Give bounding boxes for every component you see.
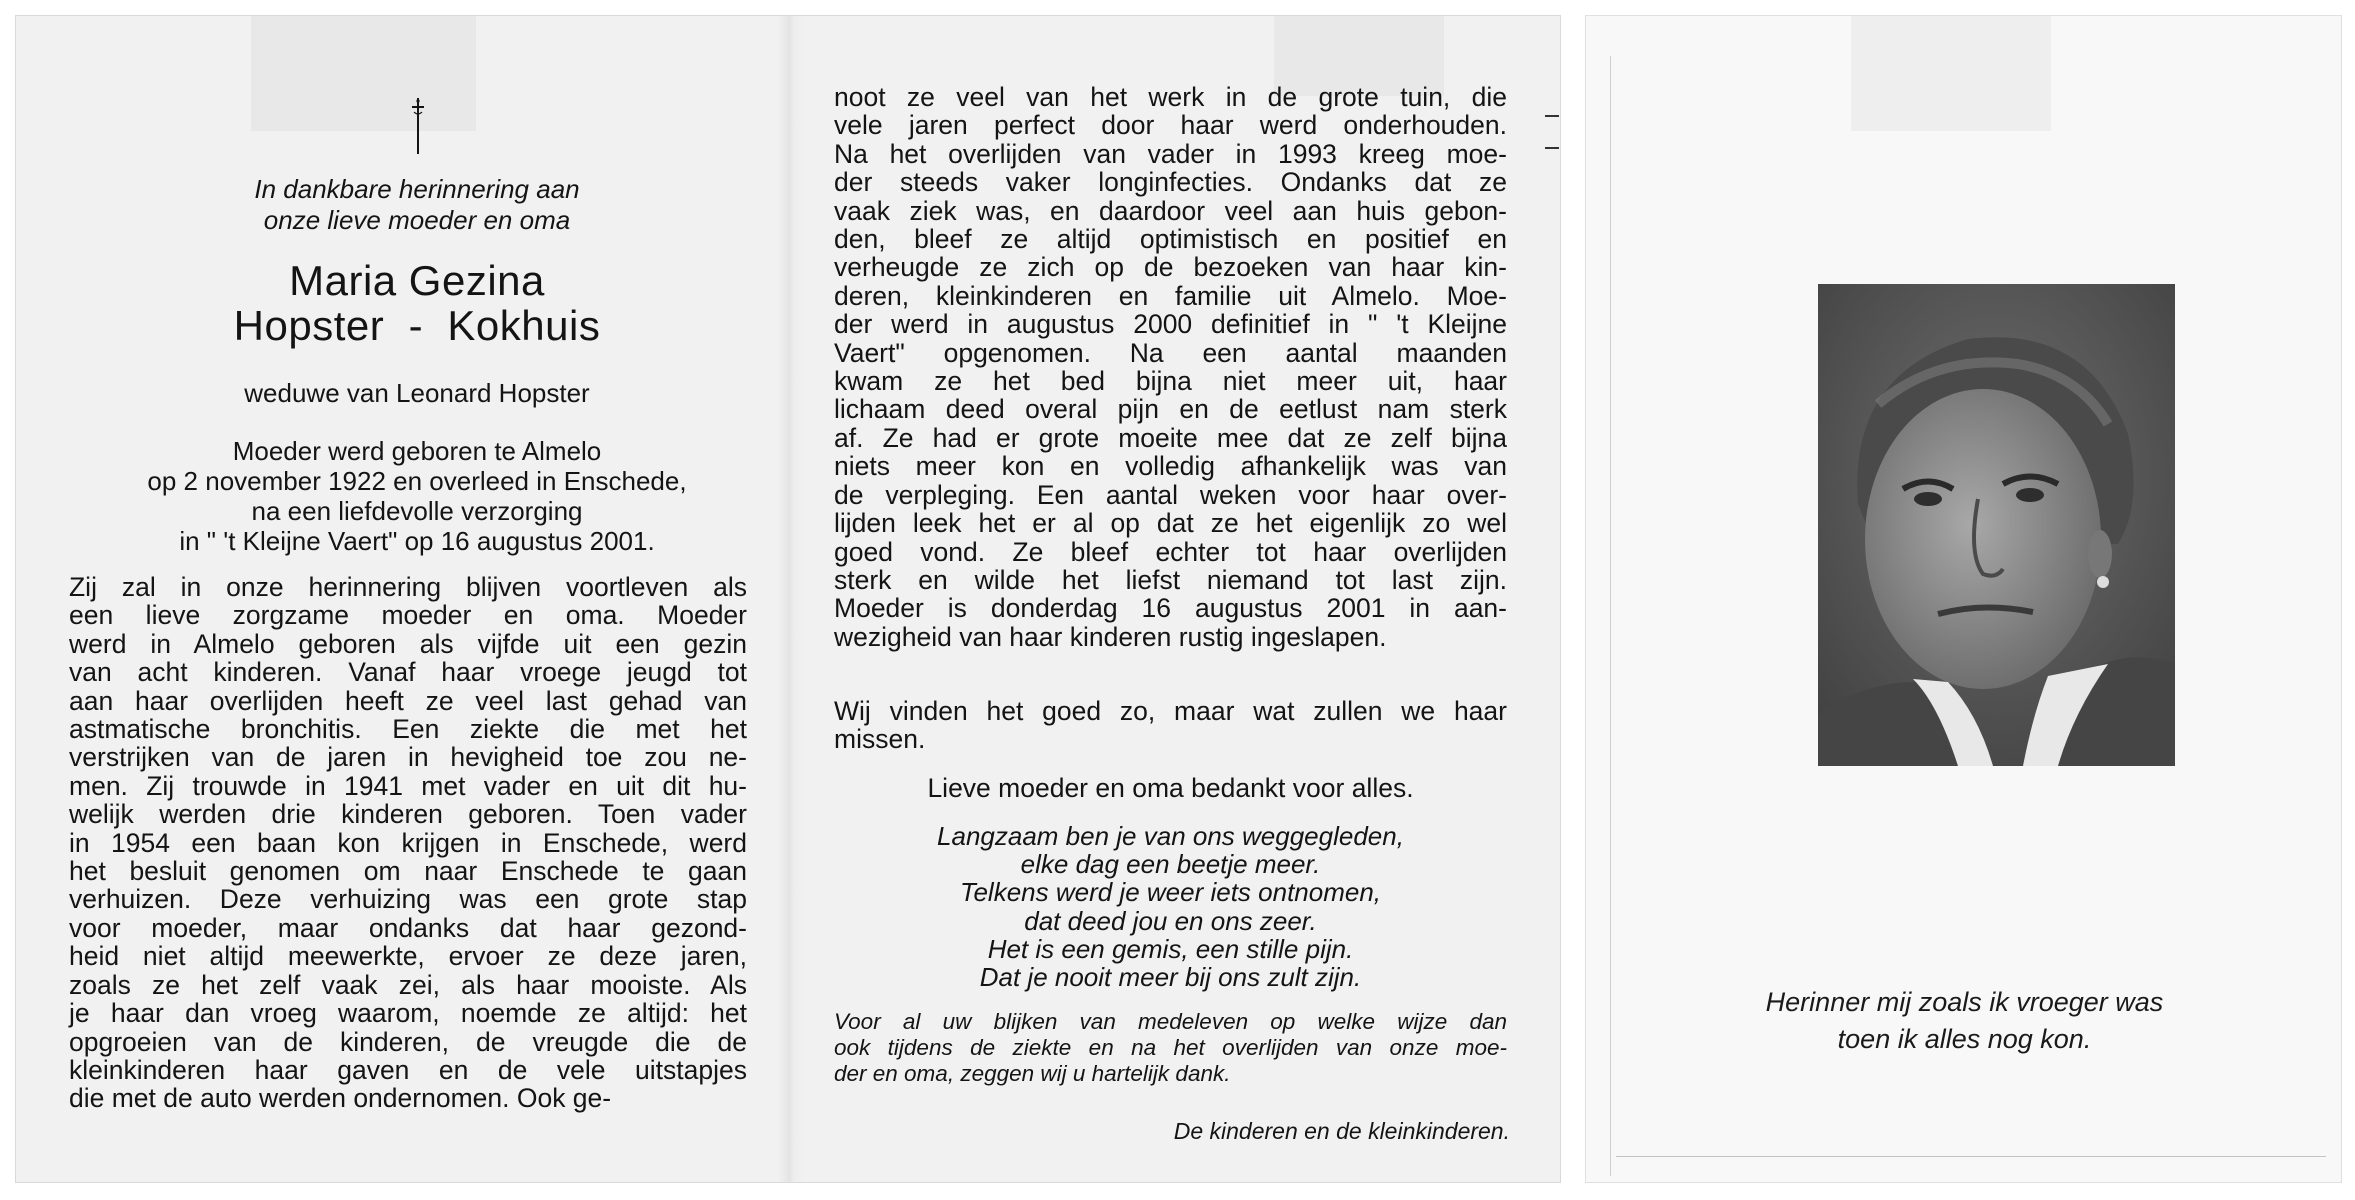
biography-line: een lieve zorgzame moeder en oma. Moeder <box>69 600 747 631</box>
biography-line: van acht kinderen. Vanaf haar vroege jeugd tot <box>69 657 747 688</box>
biography-line: wezigheid van haar kinderen rustig ingeslapen. <box>834 621 1387 652</box>
tape-strip <box>1851 16 2051 131</box>
poem-line: dat deed jou en ons zeer. <box>1024 905 1317 936</box>
biography-line: den, bleef ze altijd optimistisch en positief en <box>834 224 1507 255</box>
photo-card <box>1585 15 2342 1183</box>
card-caption <box>1586 984 2343 1058</box>
poem-line: Langzaam ben je van ons weggegleden, <box>937 821 1404 851</box>
birth-line: na een liefdevolle verzorging <box>251 496 583 526</box>
scan-mark <box>1545 147 1559 149</box>
biography-line: sterk en wilde het liefst niemand tot last zijn. <box>834 564 1507 595</box>
biography-line: men. Zij trouwde in 1941 met vader en uit dit hu- <box>69 770 747 801</box>
cross-icon <box>409 98 427 154</box>
birth-line: op 2 november 1922 en overleed in Enschede, <box>147 466 687 496</box>
thanks-line: Lieve moeder en oma bedankt voor alles. <box>927 773 1414 803</box>
dedication <box>56 174 778 236</box>
signature: De kinderen en de kleinkinderen. <box>1173 1118 1510 1144</box>
biography-text-part2 <box>834 83 1507 651</box>
biography-line: vele jaren perfect door haar werd onderhouden. <box>834 110 1507 141</box>
biography-line: kleinkinderen haar gaven en de vele uitstapjes <box>69 1054 747 1085</box>
dedication-line: In dankbare herinnering aan <box>254 174 580 204</box>
given-names: Maria Gezina <box>289 257 545 304</box>
biography-line: kwam ze het bed bijna niet meer uit, haar <box>834 366 1507 397</box>
biography-line: werd in Almelo geboren als vijfde uit een gezin <box>69 628 747 659</box>
birth-death-details <box>56 436 778 556</box>
biography-line: af. Ze had er grote moeite mee dat ze zelf bijna <box>834 422 1507 453</box>
biography-line: niets meer kon en volledig afhankelijk was van <box>834 451 1507 482</box>
biography-line: goed vond. Ze bleef echter tot haar overlijden <box>834 536 1507 567</box>
biography-line: verheugde ze zich op de bezoeken van haar kin- <box>834 252 1507 283</box>
biography-line: vaak ziek was, en daardoor veel aan huis gebon- <box>834 195 1507 226</box>
biography-line: zoals ze het zelf vaak zei, als haar mooiste. Als <box>69 969 747 1000</box>
biography-line: voor moeder, maar ondanks dat haar gezond- <box>69 912 747 943</box>
biography-line: lichaam deed overal pijn en de eetlust nam sterk <box>834 394 1507 425</box>
poem-line: elke dag een beetje meer. <box>1020 849 1321 880</box>
caption-line: Herinner mij zoals ik vroeger was <box>1765 987 2164 1017</box>
acknowledgement-line: Voor al uw blijken van medeleven op welke wijze dan <box>834 1009 1507 1034</box>
acknowledgement <box>834 1009 1507 1087</box>
center-fold <box>778 16 804 1182</box>
left-panel <box>16 16 778 1182</box>
birth-line: Moeder werd geboren te Almelo <box>232 436 602 466</box>
card-bottom-line <box>1616 1156 2326 1157</box>
birth-line: in " 't Kleijne Vaert" op 16 augustus 2001. <box>179 526 655 556</box>
dedication-line: onze lieve moeder en oma <box>263 205 571 235</box>
biography-line: Moeder is donderdag 16 augustus 2001 in aan- <box>834 593 1507 624</box>
biography-line: Zij zal in onze herinnering blijven voortleven als <box>69 572 747 602</box>
biography-line: der steeds vaker longinfecties. Ondanks dat ze <box>834 167 1507 198</box>
poem-line: Telkens werd je weer iets ontnomen, <box>959 877 1382 908</box>
closing-line: Wij vinden het goed zo, maar wat zullen we haar <box>834 696 1507 726</box>
widow-line: weduwe van Leonard Hopster <box>244 378 590 408</box>
closing-remark <box>834 697 1507 754</box>
biography-line: lijden leek het er al op dat ze het eigenlijk zo wel <box>834 508 1507 539</box>
biography-line: verstrijken van de jaren in hevigheid toe zou ne- <box>69 742 747 773</box>
biography-line: verhuizen. Deze verhuizing was een grote stap <box>69 884 747 915</box>
biography-line: welijk werden drie kinderen geboren. Toen vader <box>69 799 747 830</box>
biography-line: Vaert" opgenomen. Na een aantal maanden <box>834 337 1507 368</box>
caption-line: toen ik alles nog kon. <box>1837 1024 2092 1054</box>
biography-line: de verpleging. Een aantal weken voor haar over- <box>834 479 1507 510</box>
closing-line: missen. <box>834 724 926 755</box>
biography-line: je haar dan vroeg waarom, noemde ze altijd: het <box>69 998 747 1029</box>
poem <box>834 822 1507 991</box>
biography-line: deren, kleinkinderen en familie uit Almelo. Moe- <box>834 280 1507 311</box>
biography-line: opgroeien van de kinderen, de vreugde die de <box>69 1026 747 1057</box>
biography-line: noot ze veel van het werk in de grote tuin, die <box>834 82 1507 112</box>
acknowledgement-line: der en oma, zeggen wij u hartelijk dank. <box>834 1061 1231 1086</box>
biography-text-part1 <box>69 573 747 1113</box>
biography-line: in 1954 een baan kon krijgen in Enschede, werd <box>69 827 747 858</box>
family-names: Hopster - Kokhuis <box>233 302 601 349</box>
scan-mark <box>1545 115 1559 117</box>
biography-line: astmatische bronchitis. Een ziekte die met het <box>69 714 747 745</box>
poem-line: Het is een gemis, een stille pijn. <box>987 933 1354 964</box>
biography-line: der werd in augustus 2000 definitief in " 't Kleijne <box>834 309 1507 340</box>
poem-line: Dat je nooit meer bij ons zult zijn. <box>979 962 1362 993</box>
biography-line: Na het overlijden van vader in 1993 kreeg moe- <box>834 138 1507 169</box>
deceased-name <box>56 258 778 348</box>
acknowledgement-line: ook tijdens de ziekte en na het overlijden van onze moe- <box>834 1035 1507 1060</box>
portrait-photo <box>1818 284 2175 766</box>
memorial-card-spread <box>15 15 1561 1183</box>
middle-panel <box>804 16 1562 1182</box>
biography-line: het besluit genomen om naar Enschede te gaan <box>69 856 747 887</box>
biography-line: aan haar overlijden heeft ze veel last gehad van <box>69 685 747 716</box>
biography-line: die met de auto werden ondernomen. Ook ge- <box>69 1083 612 1114</box>
biography-line: heid niet altijd meewerkte, ervoer ze deze jaren, <box>69 941 747 972</box>
